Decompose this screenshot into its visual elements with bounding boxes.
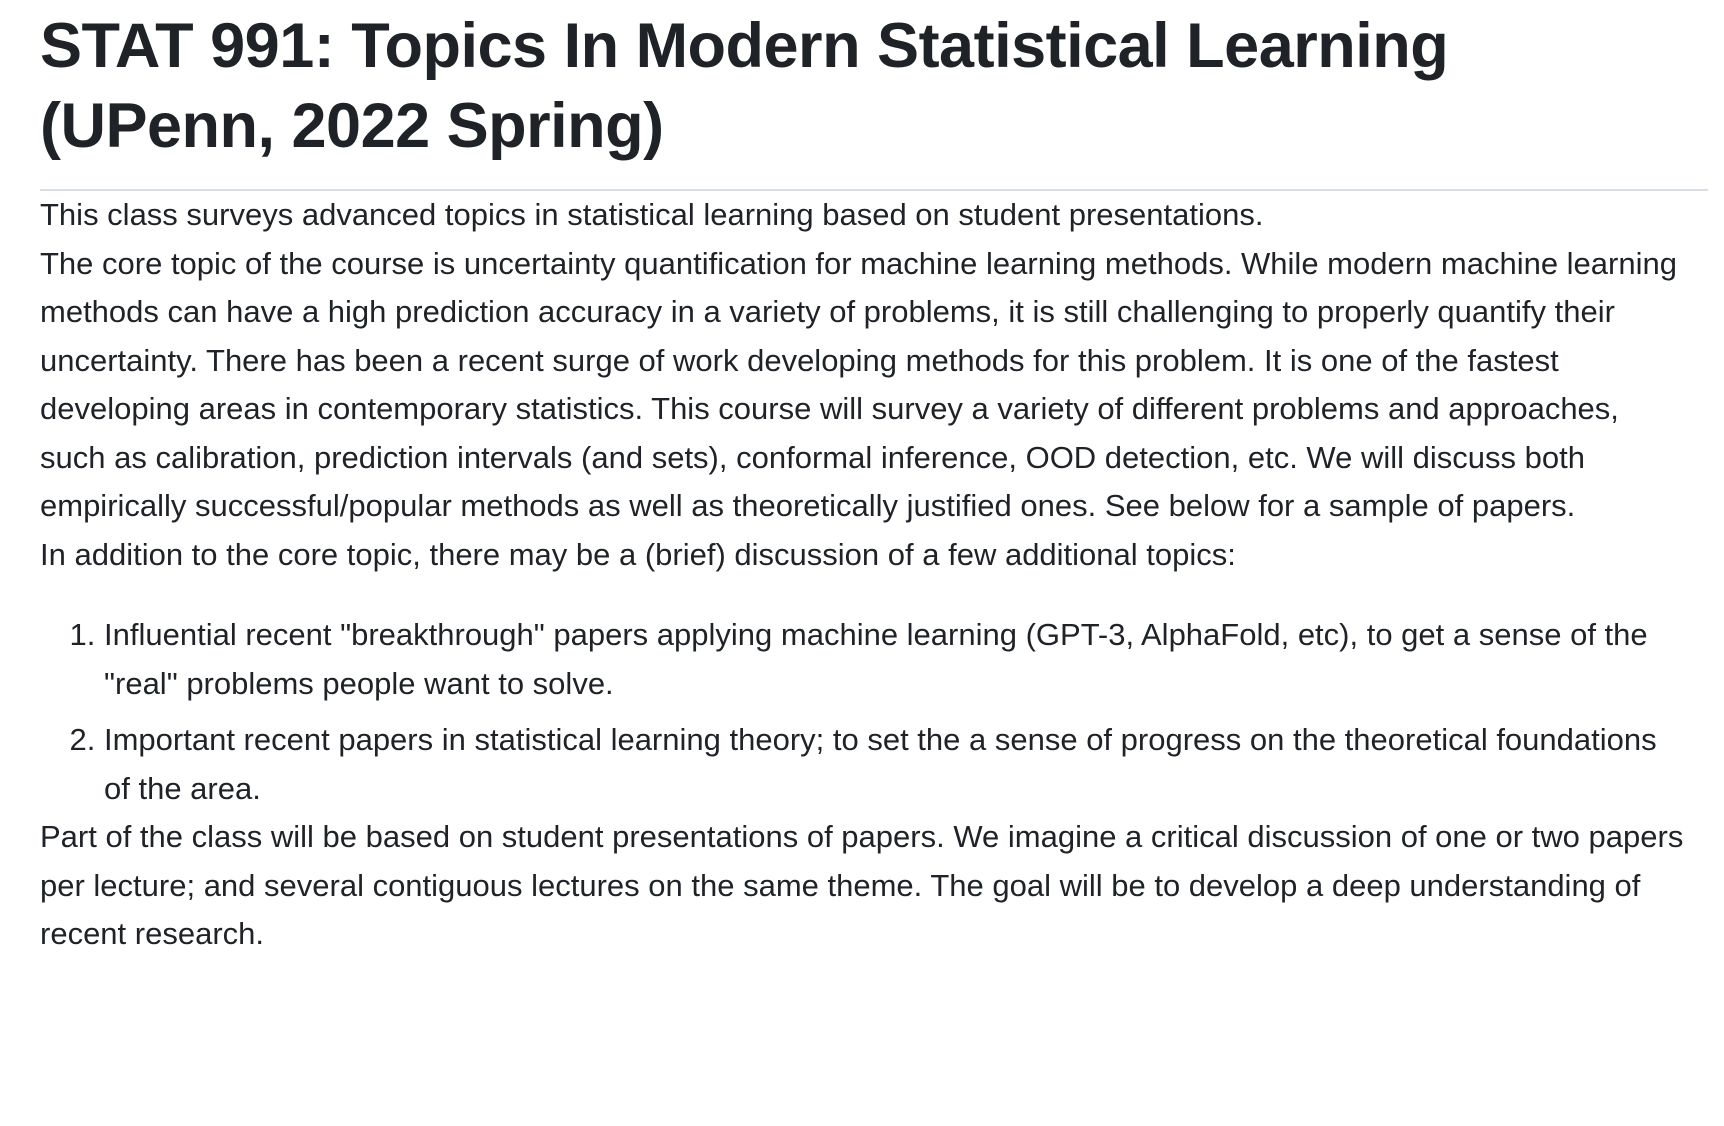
list-item: 1. Influential recent "breakthrough" papers applying machine learning (GPT-3, AlphaFold, etc), to get a sense of the "real" problems people want to solve. (104, 611, 1684, 708)
list-item: 2. Important recent papers in statistical learning theory; to set the a sense of progress on the theoretical foundations of the area. (104, 716, 1684, 813)
additional-topics-list (40, 611, 1684, 813)
additional-topics-paragraph: In addition to the core topic, there may be a (brief) discussion of a few additional topics: (40, 536, 1236, 572)
intro-paragraph: This class surveys advanced topics in statistical learning based on student presentations. (40, 197, 1264, 232)
core-topic-paragraph: The core topic of the course is uncertainty quantification for machine learning methods. While modern machine learning methods can have a high prediction accuracy in a variety of problems, it is still challenging to properly quantify their uncertainty. There has been a recent surge of work developing methods for this problem. It is one of the fastest developing areas in contemporary statistics. This course will survey a variety of different problems and approaches, such as calibration, prediction intervals (and sets), conformal inference, OOD detection, etc. We will discuss both empirically successful/popular methods as well as theoretically justified ones. See below for a sample of papers. (40, 245, 1677, 523)
presentations-paragraph: Part of the class will be based on student presentations of papers. We imagine a critical discussion of one or two papers per lecture; and several contiguous lectures on the same theme. The goal will be to develop a deep understanding of recent research. (40, 819, 1684, 951)
page-title: STAT 991: Topics In Modern Statistical Learning (UPenn, 2022 Spring) (40, 11, 1449, 161)
